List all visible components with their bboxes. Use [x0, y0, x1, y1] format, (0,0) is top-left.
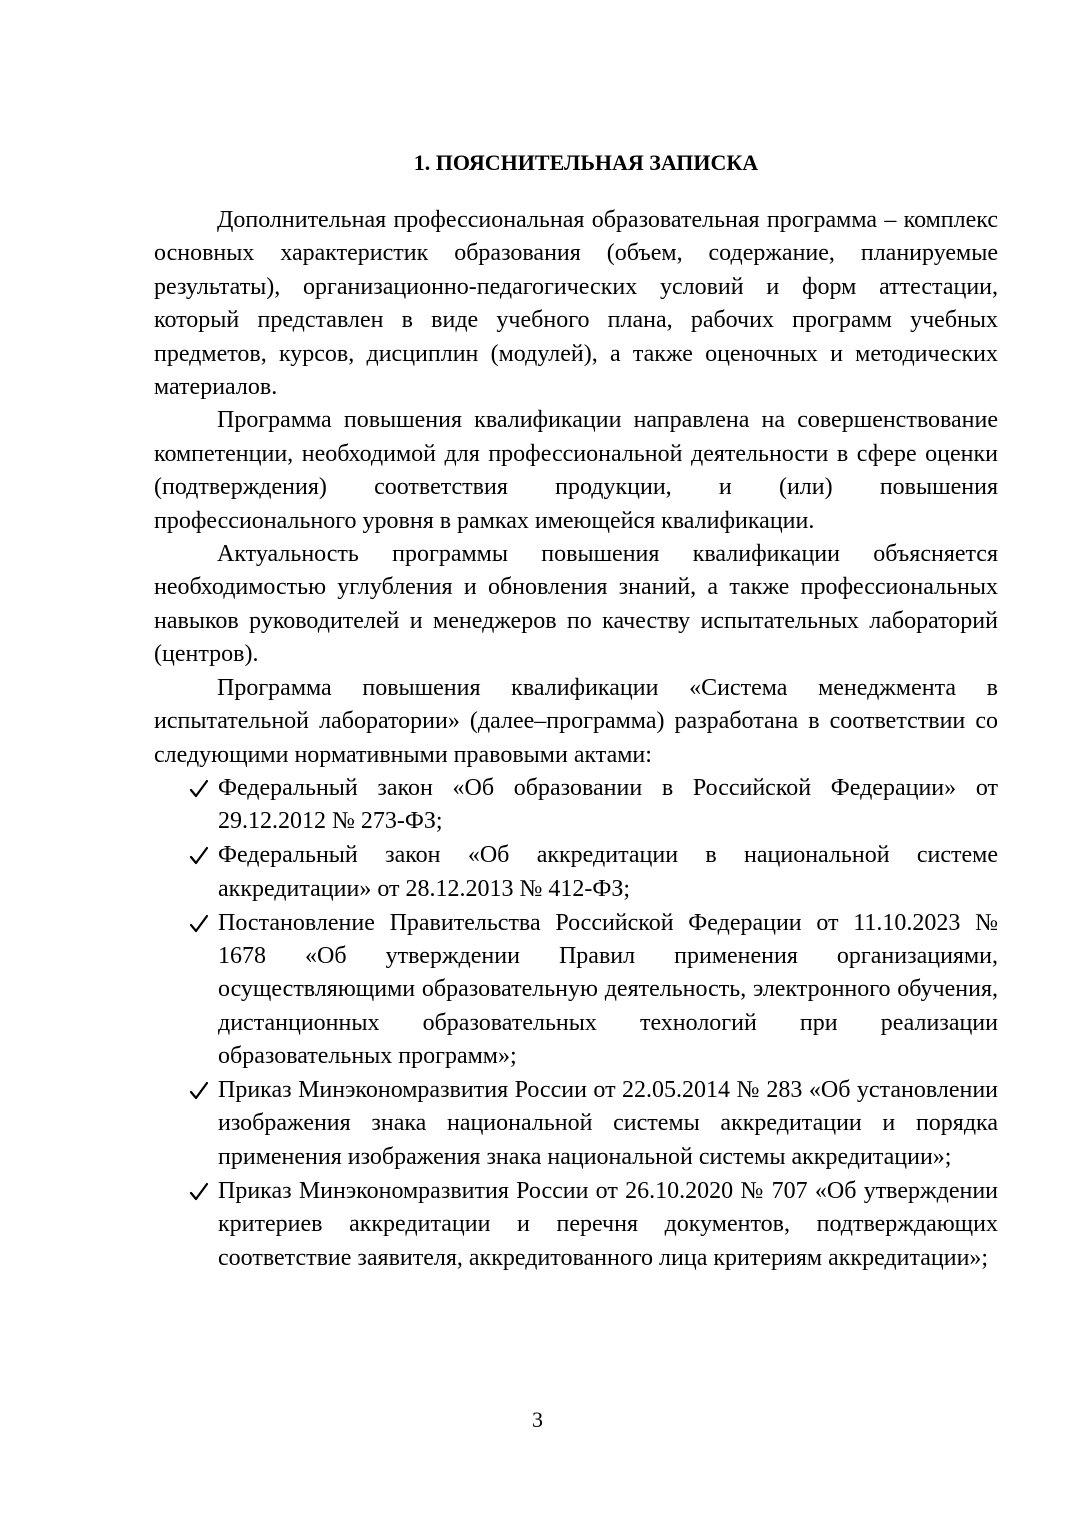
- paragraph-definition: Дополнительная профессиональная образовательная программа – комплекс основных характеристик образования (объем, содержание, планируемые результаты), организационно-педагогических условий и форм аттестации, который представлен в виде учебного плана, рабочих программ учебных предметов, курсов, дисциплин (модулей), а также оценочных и методических материалов.: [154, 207, 998, 401]
- list-item-text: Приказ Минэкономразвития России от 22.05.2014 № 283 «Об установлении изображения знака национальной системы аккредитации и порядка применения изображения знака национальной системы аккредитации»;: [218, 1077, 998, 1170]
- list-item: [218, 1175, 998, 1275]
- section-title: 1. ПОЯСНИТЕЛЬНАЯ ЗАПИСКА: [413, 150, 759, 175]
- list-item: [218, 839, 998, 906]
- check-icon: [188, 1074, 210, 1107]
- document-page: [154, 148, 998, 1275]
- list-item: [218, 772, 998, 839]
- page-number: 3: [532, 1407, 543, 1432]
- paragraph-relevance: Актуальность программы повышения квалификации объясняется необходимостью углубления и обновления знаний, а также профессиональных навыков руководителей и менеджеров по качеству испытательных лабораторий (центров).: [154, 541, 998, 668]
- paragraph-purpose: Программа повышения квалификации направлена на совершенствование компетенции, необходимой для профессиональной деятельности в сфере оценки (подтверждения) соответствия продукции, и (или) повышения профессионального уровня в рамках имеющейся квалификации.: [154, 407, 998, 534]
- list-item: [218, 1074, 998, 1174]
- check-icon: [188, 772, 210, 805]
- paragraph-legal-basis: Программа повышения квалификации «Система менеджмента в испытательной лаборатории» (далее–программа) разработана в соответствии со следующими нормативными правовыми актами:: [154, 674, 998, 768]
- list-item-text: Федеральный закон «Об образовании в Российской Федерации» от 29.12.2012 № 273-ФЗ;: [218, 774, 998, 835]
- list-item-text: Приказ Минэкономразвития России от 26.10.2020 № 707 «Об утверждении критериев аккредитации и перечня документов, подтверждающих соответствие заявителя, аккредитованного лица критериям аккредитации»;: [218, 1177, 998, 1271]
- list-item-text: Федеральный закон «Об аккредитации в национальной системе аккредитации» от 28.12.2013 № 412-ФЗ;: [218, 842, 998, 902]
- legal-acts-list: [154, 772, 998, 1275]
- list-item-text: Постановление Правительства Российской Федерации от 11.10.2023 № 1678 «Об утверждении Правил применения организациями, осуществляющими образовательную деятельность, электронного обучения, дистанционных образовательных технологий при реализации образовательных программ»;: [218, 909, 998, 1070]
- list-item: [218, 907, 998, 1074]
- check-icon: [188, 839, 210, 872]
- check-icon: [188, 907, 210, 940]
- check-icon: [188, 1175, 210, 1208]
